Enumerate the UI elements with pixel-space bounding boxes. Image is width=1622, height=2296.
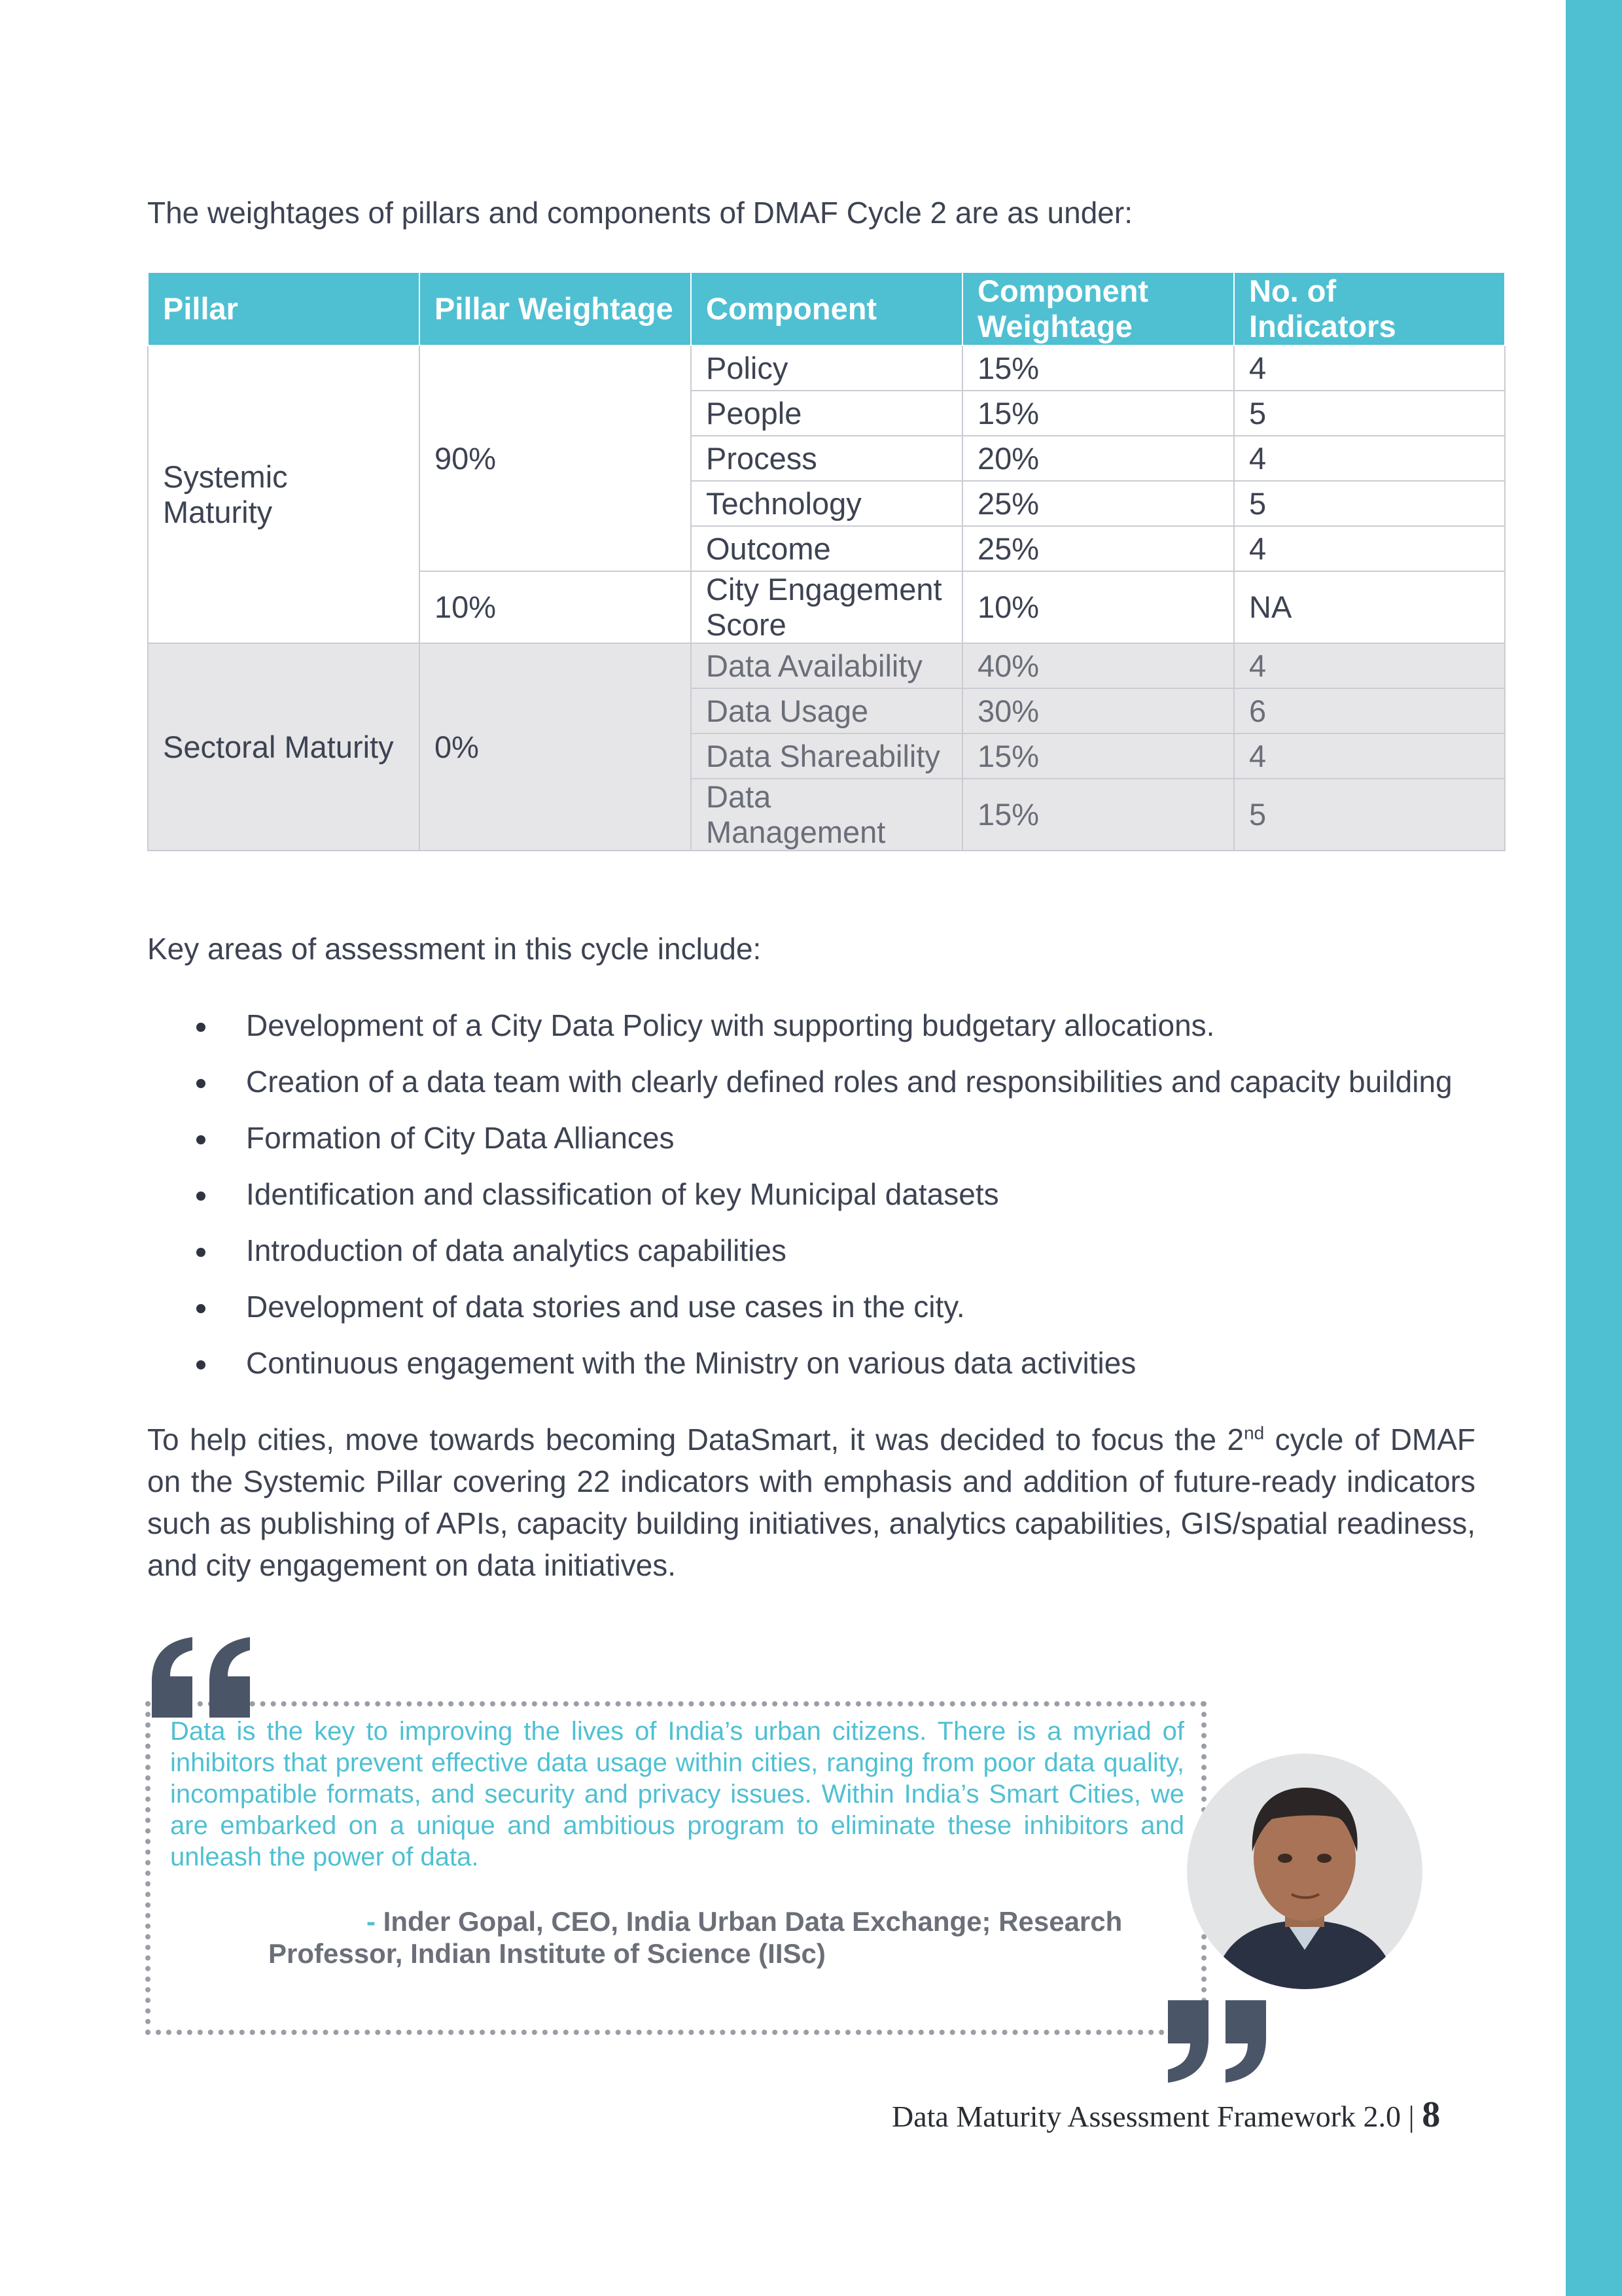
weight-cell: 10%: [962, 571, 1234, 643]
pillar-weight-systemic: 90%: [419, 345, 691, 571]
list-item-text: Development of a City Data Policy with supporting budgetary allocations.: [246, 1008, 1215, 1042]
pillar-systemic: Systemic Maturity: [148, 345, 419, 643]
pillar-weight-engagement: 10%: [419, 571, 691, 643]
intro-text: The weightages of pillars and components of DMAF Cycle 2 are as under:: [147, 196, 1133, 230]
key-areas-list: [196, 1004, 1453, 1398]
component-cell: Data Shareability: [691, 733, 962, 779]
weight-cell: 15%: [962, 733, 1234, 779]
list-item: [196, 1229, 1453, 1286]
quote-attribution: [268, 1905, 1132, 1969]
indicator-cell: 5: [1234, 481, 1505, 526]
list-item-text: Continuous engagement with the Ministry on various data activities: [246, 1346, 1137, 1380]
list-item-text: Formation of City Data Alliances: [246, 1121, 675, 1155]
paragraph-part2: cycle of DMAF on the Systemic Pillar covering 22 indicators with emphasis and addition of future-ready indicators such as publishing of APIs, capacity building initiatives, analytics capabilities, GIS/spatial readiness, and city engagement on data initiatives.: [147, 1422, 1476, 1582]
indicator-cell: 4: [1234, 643, 1505, 688]
component-cell: Outcome: [691, 526, 962, 571]
component-cell: Process: [691, 436, 962, 481]
indicator-cell: 6: [1234, 688, 1505, 733]
indicator-cell: NA: [1234, 571, 1505, 643]
list-item: [196, 1004, 1453, 1061]
component-cell: Data Usage: [691, 688, 962, 733]
key-areas-title: Key areas of assessment in this cycle include:: [147, 932, 762, 966]
page-number: 8: [1422, 2094, 1441, 2135]
focus-paragraph: [147, 1419, 1475, 1586]
list-item-text: Creation of a data team with clearly defined roles and responsibilities and capacity building: [246, 1065, 1453, 1099]
header-component-weightage: Component Weightage: [962, 272, 1234, 345]
attribution-name: Inder Gopal, CEO, India Urban Data Exchange; Research: [383, 1906, 1123, 1937]
pillar-weight-sectoral: 0%: [419, 643, 691, 851]
close-quote-icon: [1161, 1999, 1273, 2087]
component-cell: Policy: [691, 345, 962, 391]
component-cell: City Engagement Score: [691, 571, 962, 643]
indicator-cell: 4: [1234, 733, 1505, 779]
header-pillar-weightage: Pillar Weightage: [419, 272, 691, 345]
speaker-photo: [1187, 1754, 1422, 1989]
header-indicators: No. of Indicators: [1234, 272, 1505, 345]
component-cell: Data Management: [691, 779, 962, 851]
bullet-icon: [196, 1023, 205, 1032]
weight-cell: 15%: [962, 345, 1234, 391]
paragraph-part1: To help cities, move towards becoming DataSmart, it was decided to focus the 2: [147, 1422, 1244, 1457]
list-item: [196, 1173, 1453, 1229]
pillar-sectoral: Sectoral Maturity: [148, 643, 419, 851]
component-cell: Data Availability: [691, 643, 962, 688]
weight-cell: 25%: [962, 481, 1234, 526]
list-item: [196, 1061, 1453, 1117]
weight-cell: 30%: [962, 688, 1234, 733]
indicator-cell: 5: [1234, 391, 1505, 436]
indicator-cell: 4: [1234, 436, 1505, 481]
table-header-row: [148, 272, 1505, 345]
footer-title: Data Maturity Assessment Framework 2.0 |: [892, 2100, 1422, 2133]
component-cell: People: [691, 391, 962, 436]
weightage-table: [147, 272, 1506, 851]
component-cell: Technology: [691, 481, 962, 526]
list-item-text: Introduction of data analytics capabilities: [246, 1233, 786, 1267]
header-pillar: Pillar: [148, 272, 419, 345]
attribution-line-1: [268, 1905, 1132, 1937]
quote-text: Data is the key to improving the lives of India’s urban citizens. There is a myriad of inhibitors that prevent effective data usage within cities, ranging from poor data quality, incompatible formats, and security and privacy issues. Within India’s Smart Cities, we are embarked on a unique and ambitious program to eliminate these inhibitors and unleash the power of data.: [170, 1717, 1184, 1871]
attribution-dash: -: [366, 1906, 383, 1937]
weight-cell: 40%: [962, 643, 1234, 688]
attribution-line-2: Professor, Indian Institute of Science (IISc): [268, 1938, 826, 1969]
bullet-icon: [196, 1192, 205, 1201]
list-item-text: Development of data stories and use cases in the city.: [246, 1290, 965, 1324]
open-quote-icon: [145, 1636, 256, 1724]
paragraph-superscript: nd: [1244, 1422, 1265, 1443]
weight-cell: 20%: [962, 436, 1234, 481]
bullet-icon: [196, 1304, 205, 1313]
weight-cell: 15%: [962, 779, 1234, 851]
list-item-text: Identification and classification of key Municipal datasets: [246, 1177, 999, 1211]
list-item: [196, 1342, 1453, 1398]
table-row: [148, 345, 1505, 391]
table-row: [148, 643, 1505, 688]
bullet-icon: [196, 1248, 205, 1257]
bullet-icon: [196, 1135, 205, 1144]
bullet-icon: [196, 1360, 205, 1369]
bullet-icon: [196, 1079, 205, 1088]
side-accent-bar: [1566, 0, 1622, 2296]
list-item: [196, 1286, 1453, 1342]
weight-cell: 25%: [962, 526, 1234, 571]
indicator-cell: 5: [1234, 779, 1505, 851]
list-item: [196, 1117, 1453, 1173]
indicator-cell: 4: [1234, 526, 1505, 571]
weight-cell: 15%: [962, 391, 1234, 436]
indicator-cell: 4: [1234, 345, 1505, 391]
page-footer: [892, 2094, 1440, 2136]
header-component: Component: [691, 272, 962, 345]
